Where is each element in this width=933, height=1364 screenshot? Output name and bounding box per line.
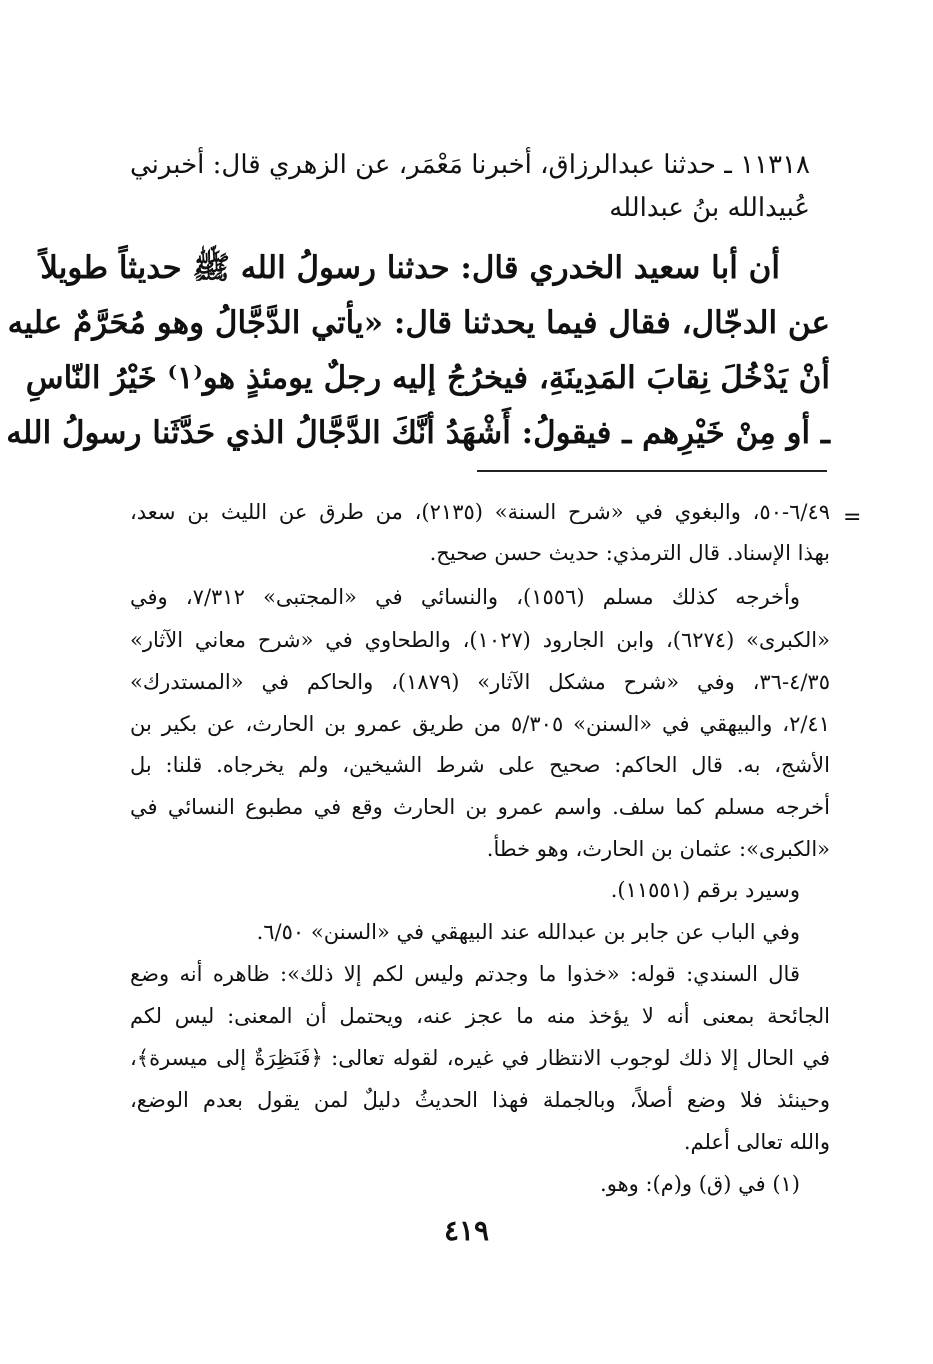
footnote-line: (١) في (ق) و(م): وهو. bbox=[600, 1172, 800, 1196]
footnote-line: ٦/٤٩-٥٠، والبغوي في «شرح السنة» (٢١٣٥)، من طرق عن الليث بن سعد، bbox=[130, 500, 831, 524]
hadith-isnad-line-1: ١١٣١٨ ـ حدثنا عبدالرزاق، أخبرنا مَعْمَر، عن الزهري قال: أخبرني bbox=[130, 150, 810, 180]
continuation-marker: = bbox=[843, 505, 862, 530]
footnote-line: أخرجه مسلم كما سلف. واسم عمرو بن الحارث وقع في مطبوع النسائي في bbox=[130, 795, 830, 819]
footnote-line: وحينئذ فلا وضع أصلاً، وبالجملة فهذا الحديثُ دليلٌ لمن يقول بعدم الوضع، bbox=[130, 1088, 830, 1112]
footnote-line: ٢/٤١، والبيهقي في «السنن» ٥/٣٠٥ من طريق عمرو بن الحارث، عن بكير بن bbox=[130, 712, 830, 736]
footnote-line: الجائحة بمعنى أنه لا يؤخذ منه ما عجز عنه، ويحتمل أن المعنى: ليس لكم bbox=[130, 1004, 830, 1028]
footnote-line: وفي الباب عن جابر بن عبدالله عند البيهقي في «السنن» ٦/٥٠. bbox=[256, 920, 800, 944]
footnote-line: في الحال إلا ذلك لوجوب الانتظار في غيره، لقوله تعالى: ﴿فَنَظِرَةٌ إلى ميسرة﴾، bbox=[130, 1046, 830, 1070]
footnote-line: بهذا الإسناد. قال الترمذي: حديث حسن صحيح. bbox=[429, 541, 830, 565]
page-number: ٤١٩ bbox=[443, 1214, 490, 1247]
footnote-line: قال السندي: قوله: «خذوا ما وجدتم وليس لكم إلا ذلك»: ظاهره أنه وضع bbox=[130, 962, 800, 986]
footnote-line: «الكبرى» (٦٢٧٤)، وابن الجارود (١٠٢٧)، والطحاوي في «شرح معاني الآثار» bbox=[130, 628, 830, 652]
hadith-matn-line-2: عن الدجّال، فقال فيما يحدثنا قال: «يأتي الدَّجَّالُ وهو مُحَرَّمٌ عليه bbox=[7, 305, 830, 341]
footnote-line: وسيرد برقم (١١٥٥١). bbox=[610, 878, 800, 902]
footnote-line: والله تعالى أعلم. bbox=[683, 1130, 830, 1154]
footnote-separator bbox=[477, 470, 827, 472]
footnote-line: ٤/٣٥-٣٦، وفي «شرح مشكل الآثار» (١٨٧٩)، والحاكم في «المستدرك» bbox=[130, 670, 830, 694]
hadith-matn-line-4: ـ أو مِنْ خَيْرِهم ـ فيقولُ: أَشْهَدُ أنَّكَ الدَّجَّالُ الذي حَدَّثَنا رسولُ الله bbox=[6, 415, 830, 451]
footnote-line: الأشج، به. قال الحاكم: صحيح على شرط الشيخين، ولم يخرجاه. قلنا: بل bbox=[130, 753, 830, 777]
hadith-matn-line-1: أن أبا سعيد الخدري قال: حدثنا رسولُ الله ﷺ حديثاً طويلاً bbox=[40, 250, 780, 286]
hadith-matn-line-3: أنْ يَدْخُلَ نِقابَ المَدِينَةِ، فيخرُجُ إليه رجلٌ يومئذٍ هو⁽١⁾ خَيْرُ النّاسِ bbox=[25, 360, 830, 396]
footnote-line: وأخرجه كذلك مسلم (١٥٥٦)، والنسائي في «المجتبى» ٧/٣١٢، وفي bbox=[130, 585, 800, 609]
footnote-line: «الكبرى»: عثمان بن الحارث، وهو خطأ. bbox=[486, 837, 830, 861]
hadith-isnad-line-2: عُبيدالله بنُ عبدالله bbox=[609, 193, 810, 223]
